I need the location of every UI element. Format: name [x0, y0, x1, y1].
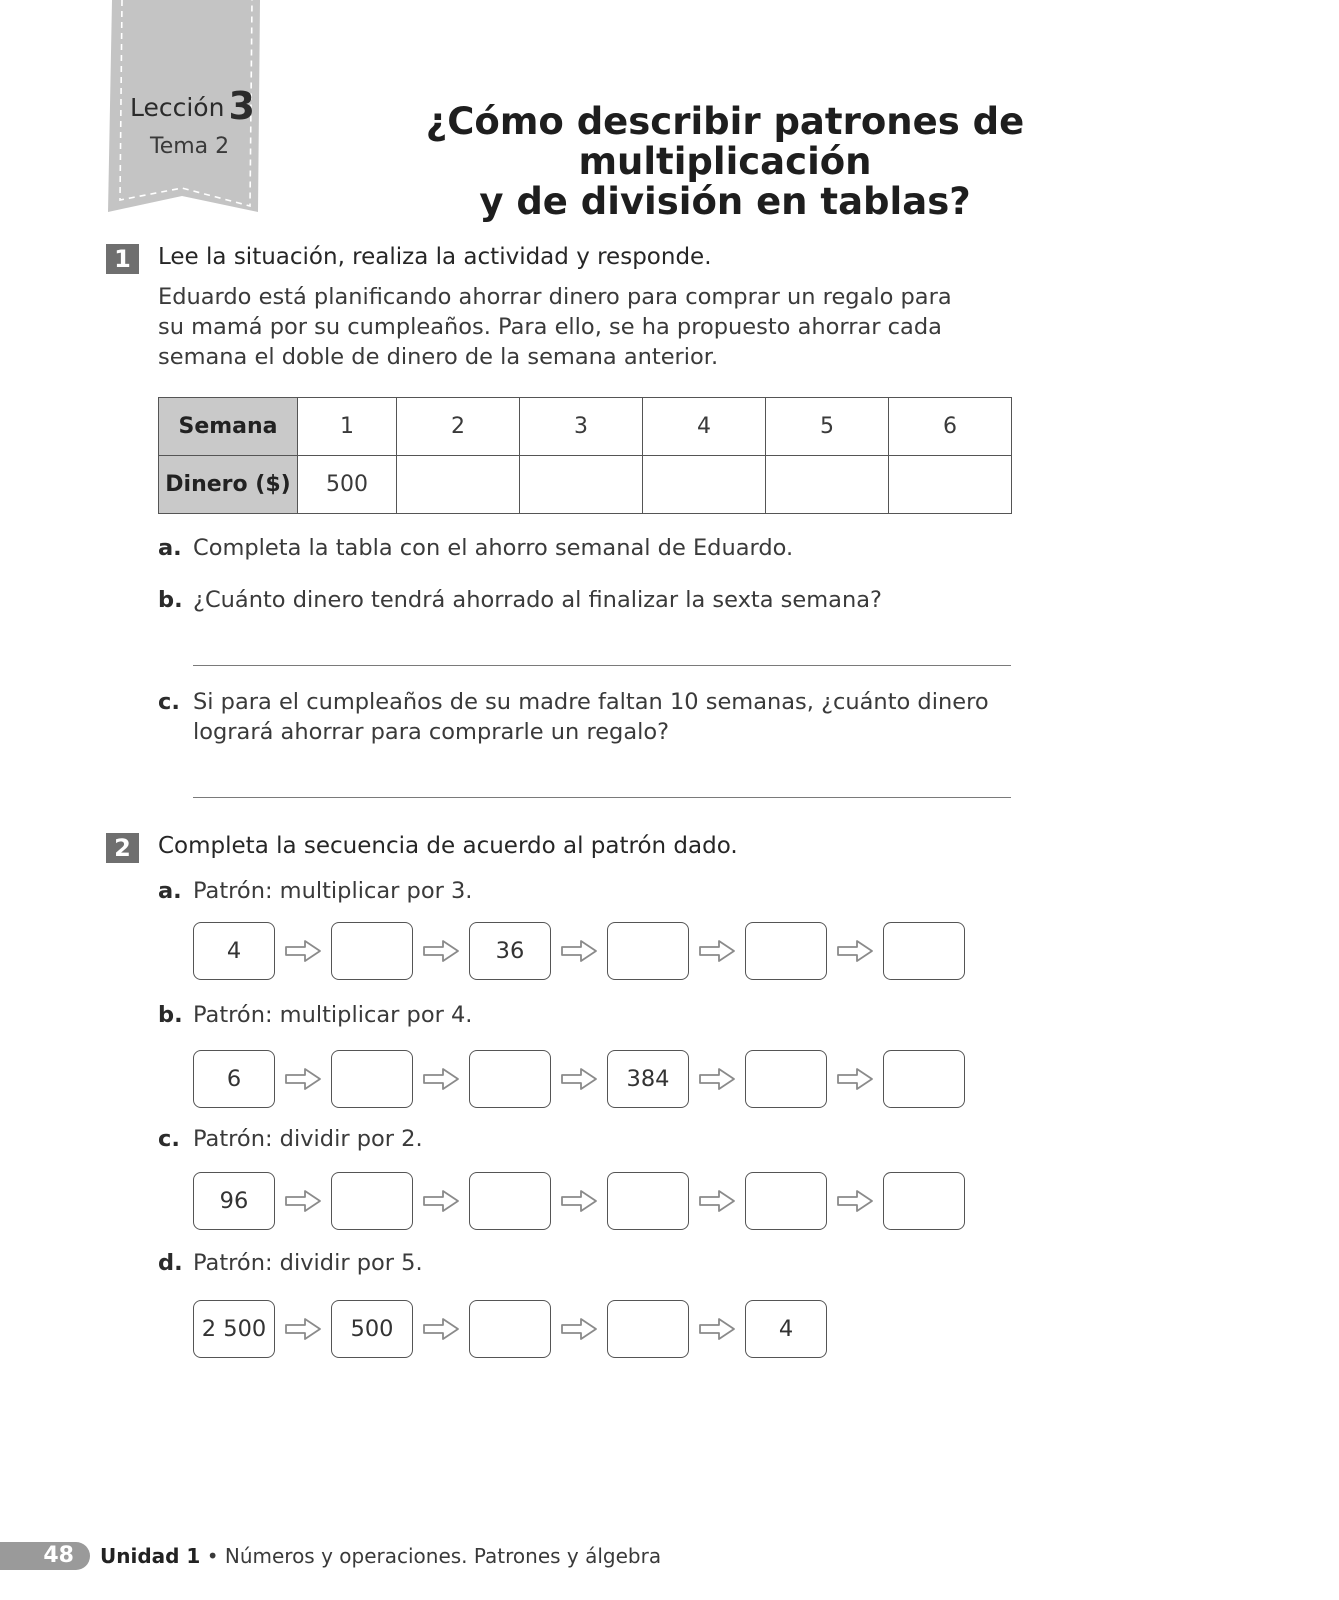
- question-text: ¿Cuánto dinero tendrá ahorrado al finalizar la sexta semana?: [193, 587, 882, 613]
- lesson-label: Lección 3: [130, 84, 255, 128]
- page-number: 48: [0, 1542, 90, 1570]
- table-input-cell[interactable]: [889, 456, 1012, 514]
- title-line-1: ¿Cómo describir patrones de multiplicación: [425, 100, 1025, 183]
- table-row-money: [159, 456, 1012, 514]
- arrow-right-icon: [559, 939, 599, 963]
- arrow-right-icon: [697, 1189, 737, 1213]
- topic-label: Tema 2: [150, 134, 230, 159]
- arrow-right-icon: [559, 1067, 599, 1091]
- activity-instruction: Completa la secuencia de acuerdo al patrón dado.: [158, 833, 738, 859]
- table-header-money: Dinero ($): [159, 456, 298, 514]
- table-input-cell[interactable]: [643, 456, 766, 514]
- savings-table: [158, 397, 1012, 514]
- table-input-cell[interactable]: [397, 456, 520, 514]
- sequence-value-box: 96: [193, 1172, 275, 1230]
- table-cell: 2: [397, 398, 520, 456]
- sequence-d-prompt: [158, 1248, 423, 1278]
- footer-unit: Unidad 1: [100, 1544, 201, 1568]
- arrow-right-icon: [283, 1067, 323, 1091]
- table-cell: 1: [298, 398, 397, 456]
- table-cell: 3: [520, 398, 643, 456]
- activity-number-badge: 2: [106, 833, 139, 863]
- sequence-a-prompt: [158, 876, 472, 906]
- sequence-answer-box[interactable]: [883, 1172, 965, 1230]
- answer-line-c[interactable]: [193, 797, 1011, 798]
- sequence-answer-box[interactable]: [331, 922, 413, 980]
- question-text: Completa la tabla con el ahorro semanal de Eduardo.: [193, 535, 794, 561]
- question-label: b.: [158, 587, 183, 613]
- activity-number-badge: 1: [106, 244, 139, 274]
- arrow-right-icon: [421, 1189, 461, 1213]
- sequence-answer-box[interactable]: [745, 1050, 827, 1108]
- sequence-value-box: 4: [193, 922, 275, 980]
- sequence-pattern: Patrón: dividir por 2.: [193, 1126, 423, 1152]
- sequence-answer-box[interactable]: [745, 922, 827, 980]
- question-text-continued: logrará ahorrar para comprarle un regalo?: [193, 719, 670, 745]
- table-cell: 500: [298, 456, 397, 514]
- activity-instruction: Lee la situación, realiza la actividad y responde.: [158, 244, 712, 270]
- sequence-answer-box[interactable]: [469, 1300, 551, 1358]
- sequence-value-box: 500: [331, 1300, 413, 1358]
- sequence-answer-box[interactable]: [331, 1172, 413, 1230]
- footer-unit-text: [100, 1542, 661, 1570]
- situation-paragraph: [158, 282, 952, 372]
- sequence-answer-box[interactable]: [745, 1172, 827, 1230]
- table-row-weeks: [159, 398, 1012, 456]
- table-cell: 5: [766, 398, 889, 456]
- sequence-answer-box[interactable]: [883, 1050, 965, 1108]
- table-header-week: Semana: [159, 398, 298, 456]
- sequence-label: d.: [158, 1250, 183, 1276]
- arrow-right-icon: [559, 1317, 599, 1341]
- arrow-right-icon: [283, 1189, 323, 1213]
- sequence-value-box: 4: [745, 1300, 827, 1358]
- arrow-right-icon: [559, 1189, 599, 1213]
- question-label: a.: [158, 535, 182, 561]
- lesson-number: 3: [228, 84, 255, 128]
- table-input-cell[interactable]: [766, 456, 889, 514]
- sequence-value-box: 36: [469, 922, 551, 980]
- sequence-label: c.: [158, 1126, 180, 1152]
- sequence-b-prompt: [158, 1000, 472, 1030]
- arrow-right-icon: [697, 1317, 737, 1341]
- arrow-right-icon: [421, 1317, 461, 1341]
- question-b: [158, 585, 882, 615]
- sequence-answer-box[interactable]: [331, 1050, 413, 1108]
- sequence-answer-box[interactable]: [469, 1050, 551, 1108]
- table-input-cell[interactable]: [520, 456, 643, 514]
- arrow-right-icon: [283, 939, 323, 963]
- arrow-right-icon: [697, 1067, 737, 1091]
- footer-description: Números y operaciones. Patrones y álgebra: [224, 1544, 662, 1568]
- sequence-pattern: Patrón: multiplicar por 4.: [193, 1002, 473, 1028]
- paragraph-line: Eduardo está planificando ahorrar dinero para comprar un regalo para: [158, 284, 952, 310]
- arrow-right-icon: [835, 1067, 875, 1091]
- table-cell: 4: [643, 398, 766, 456]
- sequence-answer-box[interactable]: [607, 1300, 689, 1358]
- sequence-label: a.: [158, 878, 182, 904]
- sequence-pattern: Patrón: dividir por 5.: [193, 1250, 423, 1276]
- arrow-right-icon: [421, 1067, 461, 1091]
- answer-line-b[interactable]: [193, 665, 1011, 666]
- sequence-value-box: 384: [607, 1050, 689, 1108]
- question-text: Si para el cumpleaños de su madre faltan 10 semanas, ¿cuánto dinero: [193, 689, 989, 715]
- page-title: [290, 102, 1160, 222]
- arrow-right-icon: [835, 1189, 875, 1213]
- question-c: [158, 687, 989, 747]
- footer-separator: •: [206, 1544, 219, 1568]
- arrow-right-icon: [697, 939, 737, 963]
- arrow-right-icon: [283, 1317, 323, 1341]
- sequence-answer-box[interactable]: [607, 1172, 689, 1230]
- arrow-right-icon: [421, 939, 461, 963]
- sequence-c-prompt: [158, 1124, 423, 1154]
- paragraph-line: semana el doble de dinero de la semana anterior.: [158, 344, 719, 370]
- question-label: c.: [158, 689, 180, 715]
- sequence-value-box: 6: [193, 1050, 275, 1108]
- arrow-right-icon: [835, 939, 875, 963]
- sequence-label: b.: [158, 1002, 183, 1028]
- title-line-2: y de división en tablas?: [479, 180, 971, 223]
- sequence-answer-box[interactable]: [607, 922, 689, 980]
- sequence-value-box: 2 500: [193, 1300, 275, 1358]
- table-cell: 6: [889, 398, 1012, 456]
- sequence-pattern: Patrón: multiplicar por 3.: [193, 878, 473, 904]
- lesson-ribbon: [108, 0, 266, 216]
- sequence-answer-box[interactable]: [883, 922, 965, 980]
- paragraph-line: su mamá por su cumpleaños. Para ello, se ha propuesto ahorrar cada: [158, 314, 942, 340]
- question-a: [158, 533, 793, 563]
- sequence-answer-box[interactable]: [469, 1172, 551, 1230]
